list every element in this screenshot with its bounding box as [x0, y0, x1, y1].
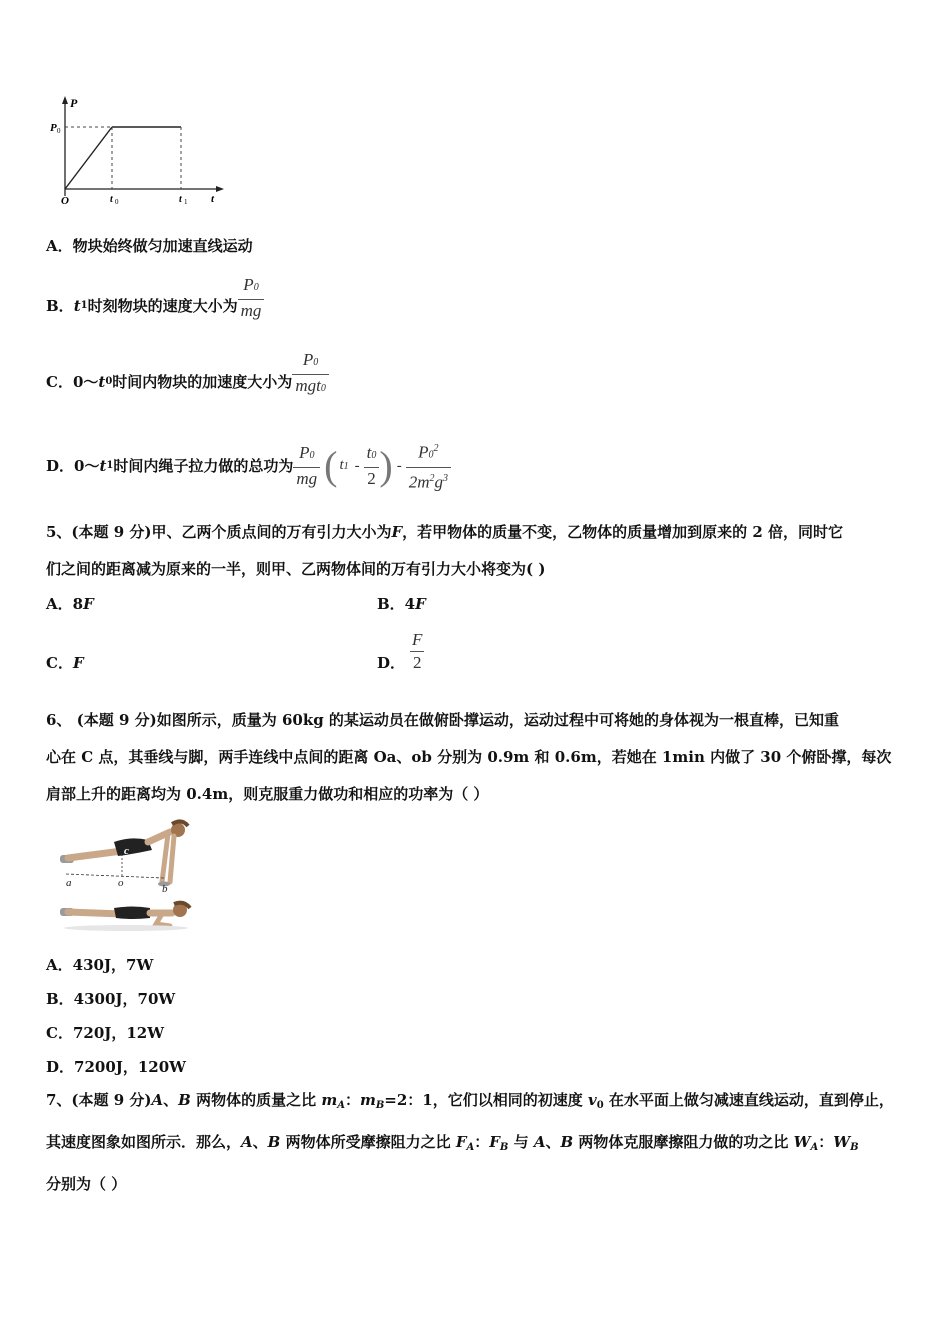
- q4-d-f1-den: mg: [293, 467, 320, 489]
- q4-b-den: mg: [238, 299, 265, 321]
- q7-stem: [46, 1082, 914, 1203]
- q5-d-num: F: [412, 629, 423, 649]
- q5-line-1: 5、(本题 9 分)甲、乙两个质点间的万有引力大小为F，若甲物体的质量不变，乙物体的质量增加到原来的 2 倍，同时它: [46, 523, 844, 541]
- q5-option-c: C．F: [46, 654, 84, 672]
- q4-d-f1-num: P: [299, 443, 310, 462]
- q4-option-b: [46, 276, 264, 336]
- q4-d-f2-num-sub: 0: [371, 450, 377, 461]
- q5-option-b: B．4F: [377, 595, 426, 613]
- q4-c-sub: 0: [105, 376, 113, 387]
- q4-option-a: A．物块始终做匀加速直线运动: [46, 237, 253, 255]
- q5-stem: [46, 514, 908, 588]
- q4-d-f1-num-sub: 0: [309, 450, 315, 461]
- q4-d-f3-num: P: [418, 443, 429, 462]
- q4-b-fraction: [238, 275, 265, 321]
- q4-d-minus-1: -: [354, 458, 360, 474]
- q6-option-a: A．430J，7W: [46, 956, 154, 974]
- q4-option-d: [46, 436, 451, 496]
- power-time-graph: [44, 92, 234, 212]
- q7-l2-FA: F: [455, 1133, 467, 1151]
- q6-line-1: 6、 (本题 9 分)如图所示，质量为 60kg 的某运动员在做俯卧撑运动，运动过程中可将她的身体视为一根直棒，已知重: [46, 711, 839, 729]
- q4-c-den-sub: 0: [320, 382, 326, 394]
- q4-d-var: t: [99, 457, 107, 475]
- q4-d-f2-den: 2: [364, 467, 379, 489]
- q4-b-var: t: [73, 297, 81, 315]
- label-b: b: [162, 883, 168, 895]
- q6-option-c: C．720J，12W: [46, 1024, 165, 1042]
- q7-l1-mA: m: [321, 1091, 338, 1109]
- q4-d-prefix: D．0～: [46, 457, 100, 475]
- x-axis-arrow: [216, 186, 224, 192]
- label-o: o: [118, 877, 124, 889]
- pushup-figure: [52, 818, 200, 942]
- label-c: c: [124, 845, 129, 857]
- t1-label: t: [179, 194, 182, 205]
- label-a: a: [66, 877, 72, 889]
- q4-d-fraction-1: [293, 443, 320, 489]
- q4-b-sub: 1: [80, 300, 88, 311]
- q7-line-1: 7、(本题 9 分)A、B 两物体的质量之比 $m_A$：$m_B=2$：1，它们以相同的初速度 $v_0$ 在水平面上做匀减速直线运动，直到停止，: [46, 1091, 894, 1111]
- q6-line-2: 心在 C 点，其垂线与脚，两手连线中点间的距离 Oa、ob 分别为 0.9m 和 0.6m，若她在 1min 内做了 30 个俯卧撑，每次: [46, 748, 892, 766]
- q5-a-var: F: [83, 595, 94, 613]
- pushup-up-pose: [60, 821, 188, 895]
- q4-b-prefix: B．: [46, 297, 74, 315]
- ramp-line: [65, 127, 112, 189]
- q4-c-var: t: [98, 373, 106, 391]
- q7-l1-v0: v: [587, 1091, 597, 1109]
- q7-l1-mB: m: [359, 1091, 376, 1109]
- q4-d-f3-den-sup1: 2: [429, 473, 435, 484]
- t0-sub: 0: [115, 198, 119, 206]
- q5-d-den: 2: [410, 651, 425, 673]
- q4-d-sub: 1: [106, 460, 114, 471]
- q6-option-d: D．7200J，120W: [46, 1058, 187, 1076]
- q4-d-t1: t: [339, 457, 344, 473]
- q4-b-num-sub: 0: [253, 282, 259, 293]
- q5-c-var: F: [72, 654, 84, 672]
- q4-c-num-sub: 0: [313, 356, 319, 368]
- q4-c-den: mgt: [295, 375, 321, 395]
- q6-stem: [46, 702, 908, 813]
- q7-line-2: 其速度图象如图所示．那么，A、B 两物体所受摩擦阻力之比 $F_A$：$F_B$ 与 A、B 两物体克服摩擦阻力做的功之比 $W_A$：$W_B$: [46, 1133, 859, 1153]
- x-axis-label: t: [211, 193, 215, 205]
- t1-sub: 1: [184, 198, 188, 206]
- origin-label: O: [61, 195, 69, 207]
- q7-l1-A: A: [151, 1091, 164, 1109]
- q4-d-fraction-3: [406, 439, 451, 492]
- q6-line-3: 肩部上升的距离均为 0.4m，则克服重力做功和相应的功率为（ ）: [46, 785, 489, 803]
- q6-option-b: B．4300J，70W: [46, 990, 176, 1008]
- q4-d-fraction-2: [364, 443, 380, 489]
- q5-var-F: F: [391, 523, 403, 541]
- q4-d-f3-den-a: 2m: [408, 472, 430, 492]
- t0-label: t: [110, 194, 113, 205]
- q4-b-num: P: [243, 275, 254, 294]
- q7-line-3: 分别为（ ）: [46, 1175, 127, 1193]
- q7-l1-B: B: [178, 1091, 191, 1109]
- q4-d-t1-sub: 1: [343, 461, 349, 472]
- q7-l2-WA: W: [793, 1133, 811, 1151]
- q4-d-f3-num-sub: 0: [428, 450, 434, 461]
- p0-label: P: [50, 122, 57, 134]
- q4-b-text: 时刻物块的速度大小为: [87, 297, 238, 315]
- q4-d-right-paren: ): [379, 443, 393, 488]
- q4-c-text: 时间内物块的加速度大小为: [112, 373, 293, 391]
- q7-l2-WB: W: [833, 1133, 851, 1151]
- p0-sub: 0: [57, 127, 61, 135]
- q7-l2-FB: F: [489, 1133, 500, 1151]
- q4-option-c: [46, 349, 329, 412]
- q4-d-minus-2: -: [396, 458, 402, 474]
- q4-d-f3-den-b: g: [434, 472, 443, 492]
- q5-option-d: D． $\frac{F}{2}$: [377, 626, 425, 676]
- q4-d-text: 时间内绳子拉力做的总功为: [113, 457, 294, 475]
- y-axis-label: P: [70, 96, 78, 110]
- q5-b-var: F: [415, 595, 426, 613]
- y-axis-arrow: [62, 96, 68, 104]
- q5-line-2: 们之间的距离减为原来的一半，则甲、乙两物体间的万有引力大小将变为( ): [46, 560, 546, 578]
- q4-d-f2-num: t: [366, 443, 372, 462]
- q4-d-f3-num-sup: 2: [433, 443, 439, 455]
- q4-d-f3-den-sup2: 3: [443, 473, 448, 484]
- q4-c-prefix: C．0～: [46, 373, 99, 391]
- pushup-down-pose: [60, 903, 190, 931]
- q4-c-fraction: [292, 350, 329, 399]
- q4-d-left-paren: (: [324, 443, 338, 488]
- q5-option-a: A．8F: [46, 595, 94, 613]
- q5-d-fraction: [409, 630, 425, 673]
- q4-c-num: P: [302, 349, 314, 369]
